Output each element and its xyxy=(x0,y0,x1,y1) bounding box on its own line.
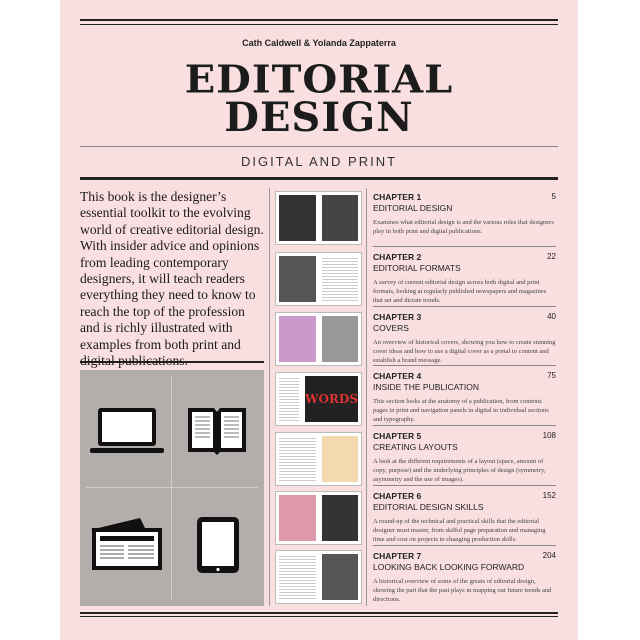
chapter-1-thumbnail xyxy=(275,191,362,245)
subtitle-rule-bottom xyxy=(80,177,558,180)
chapter-page: 40 xyxy=(547,311,556,321)
chapter-description: This section looks at the anatomy of a publication, from contents pages in print and navigation panels in digital to individual sections and typography. xyxy=(373,398,549,424)
book-cover xyxy=(60,0,578,640)
subtitle-rule-top xyxy=(80,146,558,147)
newspaper-icon xyxy=(88,516,164,572)
bottom-rule-thin xyxy=(80,616,558,617)
column-divider xyxy=(366,188,367,606)
chapter-divider xyxy=(373,485,556,486)
chapter-divider xyxy=(373,246,556,247)
chapter-name: EDITORIAL DESIGN SKILLS xyxy=(373,502,484,512)
top-rule-thin xyxy=(80,24,558,25)
chapter-name: COVERS xyxy=(373,322,409,333)
chapter-page: 75 xyxy=(547,371,556,381)
tablet-icon xyxy=(196,516,240,574)
open-book-icon xyxy=(186,404,248,456)
intro-text: This book is the designer’s essential toolkit to the evolving world of creative editorial design. With insider advice and opinions from leading contemporary designers, it will teach readers everything they need to know to reach the top of the profession and is richly illustrated with examples from both print and digital publications. xyxy=(80,189,264,369)
chapter-description: An overview of historical covers, showing you how to create stunning cover ideas and how to use a digital cover as a portal to content and establish a brand message. xyxy=(373,338,556,364)
chapter-4-thumbnail xyxy=(275,372,362,426)
authors: Cath Caldwell & Yolanda Zappaterra xyxy=(242,38,396,48)
chapter-entry xyxy=(373,491,556,544)
chapter-name: INSIDE THE PUBLICATION xyxy=(373,382,479,393)
chapter-entry xyxy=(373,312,556,365)
chapter-number: CHAPTER 4 xyxy=(373,371,422,382)
chapter-description: Examines what editorial design is and the various roles that designers play in both print and digital publications. xyxy=(373,219,554,235)
title-line-2: DESIGN xyxy=(224,94,414,141)
laptop-icon xyxy=(90,406,164,456)
chapter-7-thumbnail xyxy=(275,550,362,604)
chapter-entry xyxy=(373,431,556,484)
chapter-page: 5 xyxy=(551,192,556,201)
format-icons-panel xyxy=(80,370,264,606)
chapter-page: 204 xyxy=(542,550,556,560)
chapter-entry xyxy=(373,252,556,305)
chapter-number: CHAPTER 2 xyxy=(373,251,422,262)
chapter-page: 108 xyxy=(542,431,556,441)
chapter-number: CHAPTER 6 xyxy=(373,491,422,501)
thumbnail-word: WORDS xyxy=(305,376,358,422)
top-rule xyxy=(80,19,558,21)
chapter-page: 152 xyxy=(542,491,556,500)
bottom-rule xyxy=(80,612,558,614)
chapter-name: LOOKING BACK LOOKING FORWARD xyxy=(373,561,525,572)
chapter-number: CHAPTER 7 xyxy=(373,550,422,561)
chapter-name: CREATING LAYOUTS xyxy=(373,442,458,453)
subtitle: DIGITAL AND PRINT xyxy=(240,154,398,169)
chapter-description: A survey of current editorial design across both digital and print formats, looking at regularly published newspapers and magazines that set and dictate trends. xyxy=(373,278,547,304)
chapter-2-thumbnail xyxy=(275,252,362,306)
chapter-number: CHAPTER 3 xyxy=(373,311,422,322)
chapter-5-thumbnail xyxy=(275,432,362,486)
chapter-entry xyxy=(373,371,556,424)
chapter-entry xyxy=(373,551,556,604)
chapter-description: A historical overview of some of the greats of editorial design, showing the part that the past plays in mapping out future trends and directions. xyxy=(373,577,552,603)
column-divider xyxy=(269,188,270,606)
chapter-divider xyxy=(373,425,556,426)
chapter-description: A round-up of the technical and practical skills that the editorial designer must master, from skilful page preparation and managing time and cost on projects to changing production skills. xyxy=(373,518,546,543)
chapter-name: EDITORIAL DESIGN xyxy=(373,203,453,213)
chapter-page: 22 xyxy=(547,251,556,261)
chapter-number: CHAPTER 1 xyxy=(373,192,422,202)
chapter-entry xyxy=(373,192,556,236)
chapter-6-thumbnail xyxy=(275,491,362,545)
chapter-number: CHAPTER 5 xyxy=(373,431,422,442)
chapter-divider xyxy=(373,365,556,366)
title-line-1: EDITORIAL xyxy=(184,57,454,102)
chapter-description: A look at the different requirements of a layout (space, amount of copy, purpose) and the underlying principles of design (symmetry, asymmetry and the use of images). xyxy=(373,458,546,484)
chapter-divider xyxy=(373,545,556,546)
chapter-divider xyxy=(373,306,556,307)
chapter-3-thumbnail xyxy=(275,312,362,366)
chapter-name: EDITORIAL FORMATS xyxy=(373,262,461,273)
